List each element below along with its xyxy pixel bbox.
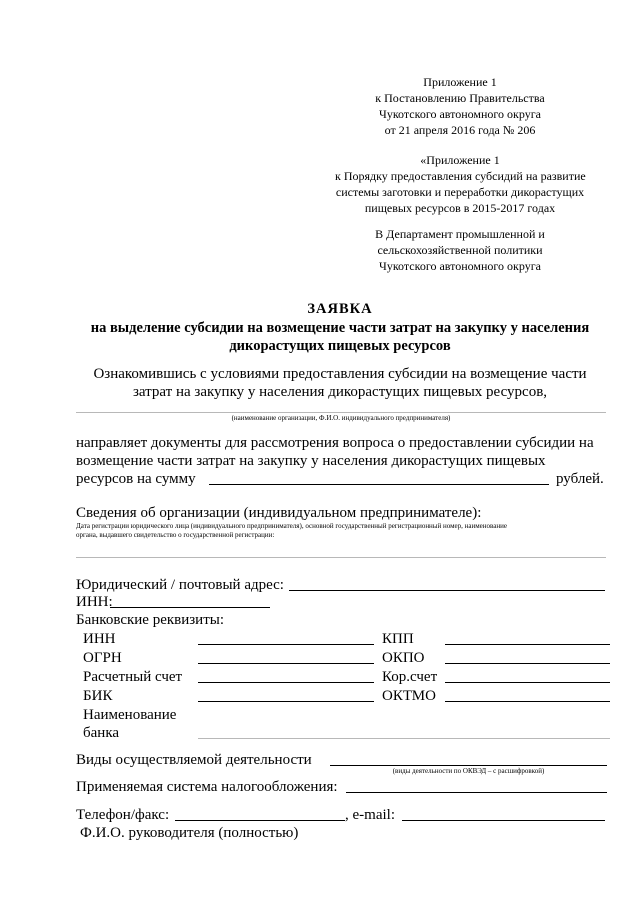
recipient-line: Чукотского автономного округа xyxy=(379,259,541,273)
phone-field[interactable] xyxy=(175,806,345,821)
corr-account-label: Кор.счет xyxy=(382,669,438,685)
ogrn-label: ОГРН xyxy=(83,650,122,666)
appendix-line: Чукотского автономного округа xyxy=(379,107,541,121)
currency-label: рублей. xyxy=(556,471,604,487)
appendix-line: «Приложение 1 xyxy=(420,153,500,167)
tax-field[interactable] xyxy=(346,778,607,793)
okpo-label: ОКПО xyxy=(382,650,425,666)
intro-text: Ознакомившись с условиями предоставления субсидии на возмещение части xyxy=(93,366,587,382)
oktmo-field[interactable] xyxy=(445,687,610,702)
appendix-line: от 21 апреля 2016 года № 206 xyxy=(384,123,536,137)
recipient-line: сельскохозяйственной политики xyxy=(377,243,543,257)
bik-label: БИК xyxy=(83,688,113,704)
bik-field[interactable] xyxy=(198,687,374,702)
body-text: ресурсов на сумму xyxy=(76,471,196,487)
bank-heading: Банковские реквизиты: xyxy=(76,612,225,628)
appendix-line: системы заготовки и переработки дикорастущих xyxy=(335,185,585,199)
email-label: , e-mail: xyxy=(345,807,395,823)
document-subtitle: дикорастущих пищевых ресурсов xyxy=(229,338,451,354)
ogrn-field[interactable] xyxy=(198,649,374,664)
registration-line[interactable] xyxy=(76,557,606,558)
body-text: направляет документы для рассмотрения вопроса о предоставлении субсидии на xyxy=(76,435,594,451)
org-info-note: органа, выдавшего свидетельство о государственной регистрации: xyxy=(76,531,275,539)
document-title: ЗАЯВКА xyxy=(307,301,373,317)
appendix-line: Приложение 1 xyxy=(423,75,497,89)
bank-name-label: банка xyxy=(83,725,120,741)
body-text: возмещение части затрат на закупку у населения дикорастущих пищевых xyxy=(76,453,546,469)
phone-label: Телефон/факс: xyxy=(76,807,170,823)
appendix-line: пищевых ресурсов в 2015-2017 годах xyxy=(364,201,556,215)
activity-field[interactable] xyxy=(330,751,607,766)
inn-field[interactable] xyxy=(110,593,270,608)
kpp-field[interactable] xyxy=(445,630,610,645)
account-field[interactable] xyxy=(198,668,374,683)
activity-label: Виды осуществляемой деятельности xyxy=(76,752,312,768)
okpo-field[interactable] xyxy=(445,649,610,664)
oktmo-label: ОКТМО xyxy=(382,688,436,704)
bank-inn-label: ИНН xyxy=(83,631,116,647)
bank-name-label: Наименование xyxy=(83,707,177,723)
org-info-heading: Сведения об организации (индивидуальном предпринимателе): xyxy=(76,505,482,521)
email-field[interactable] xyxy=(402,806,605,821)
organization-name-caption: (наименование организации, Ф.И.О. индивидуального предпринимателя) xyxy=(231,414,451,422)
intro-text: затрат на закупку у населения дикорастущих пищевых ресурсов, xyxy=(132,384,548,400)
appendix-line: к Постановлению Правительства xyxy=(375,91,545,105)
org-info-note: Дата регистрации юридического лица (индивидуального предпринимателя), основной государственный регистрационный номер, наименование xyxy=(76,522,507,530)
amount-field[interactable] xyxy=(209,470,549,485)
recipient-line: В Департамент промышленной и xyxy=(375,227,545,241)
appendix-line: к Порядку предоставления субсидий на развитие xyxy=(335,169,586,183)
director-label: Ф.И.О. руководителя (полностью) xyxy=(80,825,299,841)
organization-name-line[interactable] xyxy=(76,412,606,413)
bank-name-field[interactable] xyxy=(198,738,610,739)
tax-label: Применяемая система налогообложения: xyxy=(76,779,338,795)
kpp-label: КПП xyxy=(382,631,414,647)
bank-inn-field[interactable] xyxy=(198,630,374,645)
corr-account-field[interactable] xyxy=(445,668,610,683)
account-label: Расчетный счет xyxy=(83,669,183,685)
activity-caption: (виды деятельности по ОКВЭД – с расшифровкой) xyxy=(392,767,545,775)
inn-label: ИНН: xyxy=(76,594,113,610)
address-label: Юридический / почтовый адрес: xyxy=(76,577,284,593)
document-subtitle: на выделение субсидии на возмещение части затрат на закупку у населения xyxy=(90,320,590,336)
address-field[interactable] xyxy=(289,576,605,591)
